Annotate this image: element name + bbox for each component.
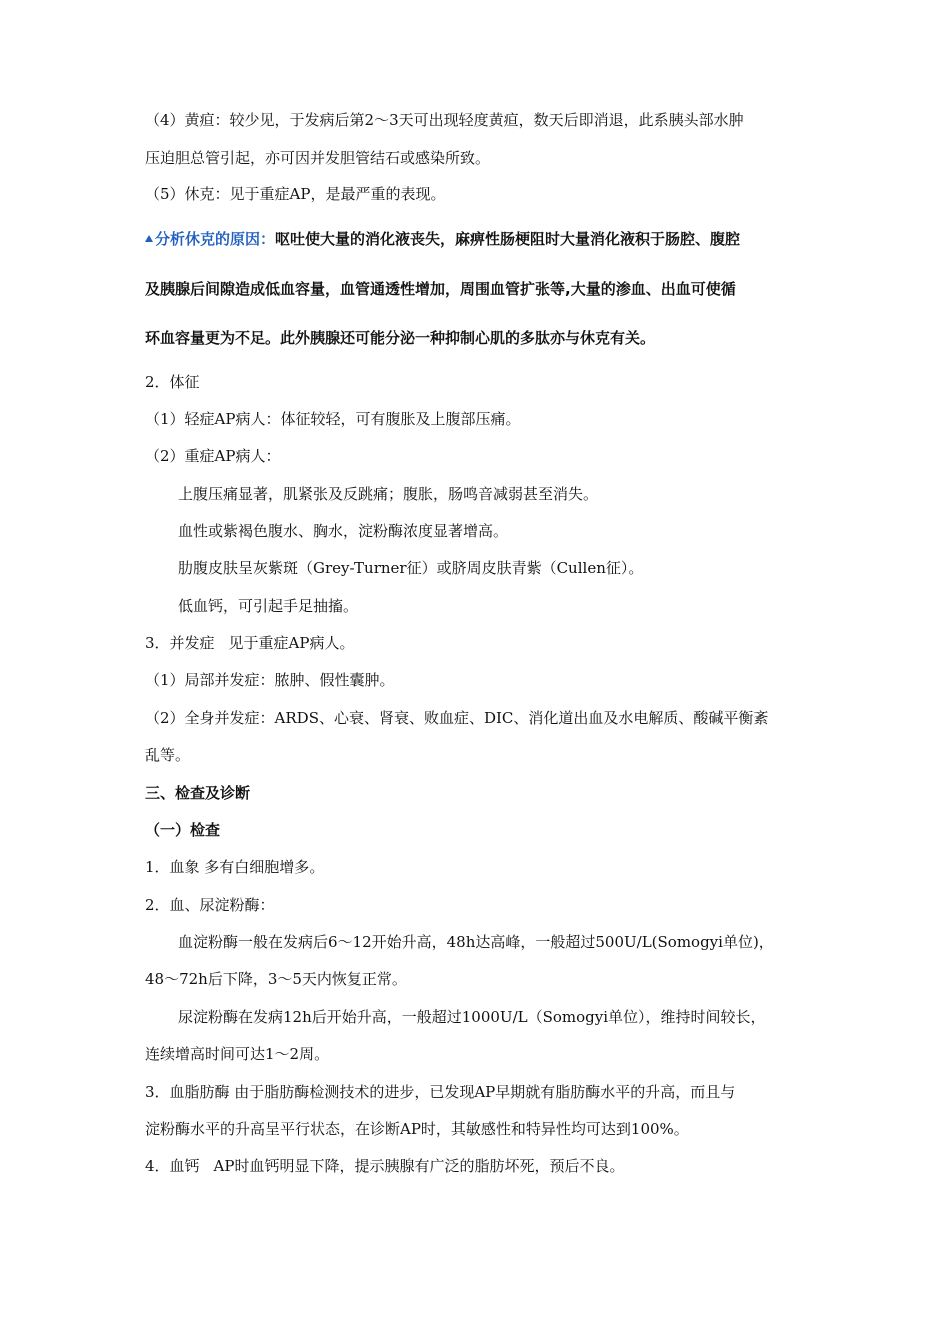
- heading-signs: 2．体征: [145, 373, 200, 391]
- paragraph-local-complications: （1）局部并发症：脓肿、假性囊肿。: [145, 671, 395, 689]
- severe-sign-2: 血性或紫褐色腹水、胸水，淀粉酶浓度显著增高。: [178, 522, 509, 540]
- paragraph-systemic-complications-cont: 乱等。: [145, 746, 191, 764]
- subsection-heading-exam: （一）检查: [145, 821, 221, 839]
- paragraph-jaundice: （4）黄疸：较少见，于发病后第2～3天可出现轻度黄疸，数天后即消退，此系胰头部水肿: [145, 111, 744, 129]
- complications-text: 见于重症AP病人。: [228, 634, 355, 652]
- shock-cause-cont-1: 及胰腺后间隙造成低血容量，血管通透性增加，周围血管扩张等,大量的渗血、出血可使循: [145, 280, 736, 298]
- complications-label: 3．并发症: [145, 634, 215, 652]
- section-heading-exam-diagnosis: 三、检查及诊断: [145, 784, 251, 802]
- calcium-text: AP时血钙明显下降，提示胰腺有广泛的脂肪坏死，预后不良。: [213, 1157, 625, 1175]
- paragraph-mild: （1）轻症AP病人：体征较轻，可有腹胀及上腹部压痛。: [145, 410, 521, 428]
- shock-cause-cont-2: 环血容量更为不足。此外胰腺还可能分泌一种抑制心肌的多肽亦与休克有关。: [145, 329, 656, 347]
- paragraph-blood-picture: 1．血象 多有白细胞增多。: [145, 858, 325, 876]
- paragraph-serum-amylase-cont: 48～72h后下降，3～5天内恢复正常。: [145, 970, 407, 988]
- shock-cause-paragraph: [145, 229, 813, 249]
- triangle-bullet-icon: [145, 235, 153, 242]
- paragraph-shock: （5）休克：见于重症AP，是最严重的表现。: [145, 185, 446, 203]
- severe-sign-3: 肋腹皮肤呈灰紫斑（Grey-Turner征）或脐周皮肤青紫（Cullen征）。: [178, 559, 644, 577]
- paragraph-jaundice-cont: 压迫胆总管引起，亦可因并发胆管结石或感染所致。: [145, 149, 491, 167]
- heading-complications: [145, 633, 813, 653]
- paragraph-urine-amylase: 尿淀粉酶在发病12h后开始升高，一般超过1000U/L（Somogyi单位），维持时间较长，: [178, 1008, 766, 1026]
- paragraph-lipase-cont: 淀粉酶水平的升高呈平行状态，在诊断AP时，其敏感性和特异性均可达到100%。: [145, 1120, 689, 1138]
- paragraph-severe: （2）重症AP病人：: [145, 447, 281, 465]
- severe-sign-1: 上腹压痛显著，肌紧张及反跳痛；腹胀，肠鸣音减弱甚至消失。: [178, 485, 599, 503]
- shock-cause-text: 呕吐使大量的消化液丧失，麻痹性肠梗阻时大量消化液积于肠腔、腹腔: [275, 230, 741, 248]
- paragraph-calcium: [145, 1156, 813, 1176]
- severe-sign-4: 低血钙，可引起手足抽搐。: [178, 597, 359, 615]
- paragraph-systemic-complications: （2）全身并发症：ARDS、心衰、肾衰、败血症、DIC、消化道出血及水电解质、酸碱平衡紊: [145, 709, 769, 727]
- paragraph-urine-amylase-cont: 连续增高时间可达1～2周。: [145, 1045, 330, 1063]
- paragraph-serum-amylase: 血淀粉酶一般在发病后6～12开始升高，48h达高峰，一般超过500U/L(Somogyi单位)，: [178, 933, 774, 951]
- shock-cause-heading: 分析休克的原因：: [155, 230, 276, 248]
- calcium-label: 4．血钙: [145, 1157, 200, 1175]
- paragraph-lipase: 3．血脂肪酶 由于脂肪酶检测技术的进步，已发现AP早期就有脂肪酶水平的升高，而且与: [145, 1083, 736, 1101]
- paragraph-amylase-heading: 2．血、尿淀粉酶：: [145, 896, 275, 914]
